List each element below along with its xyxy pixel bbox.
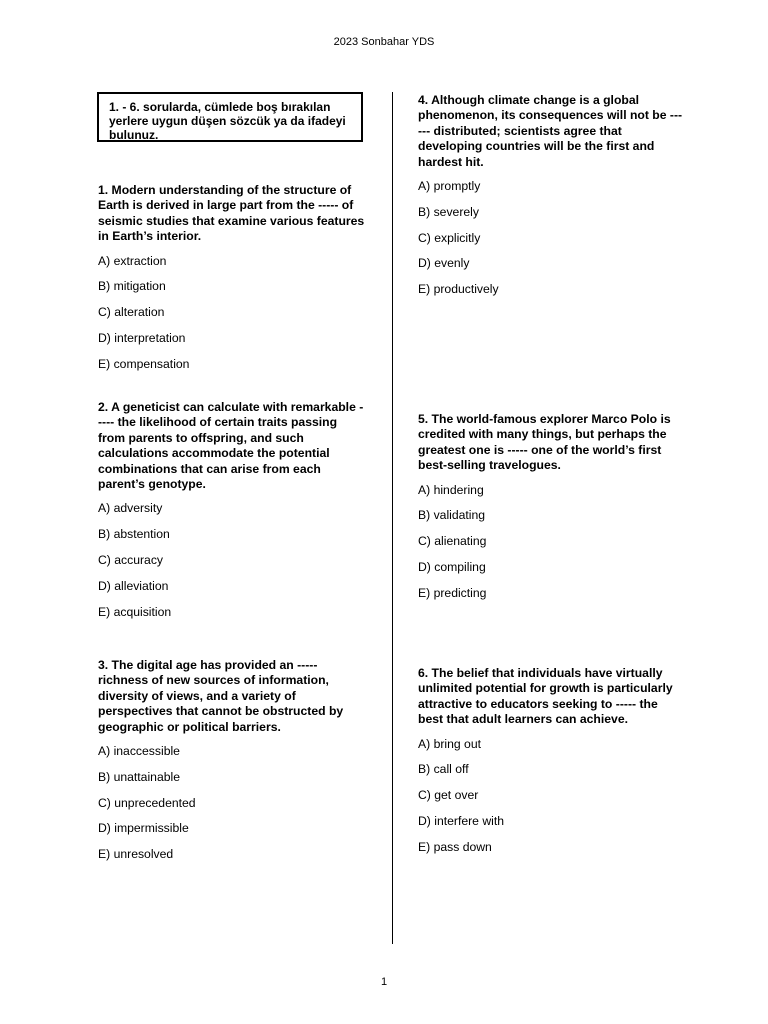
option-d[interactable]: D) impermissible: [98, 821, 189, 836]
option-e[interactable]: E) acquisition: [98, 604, 172, 619]
option-d[interactable]: D) interfere with: [418, 814, 505, 829]
question-stem: 2. A geneticist can calculate with remarkable ----- the likelihood of certain traits passing from parents to offspring, and such calculations accommodate the potential combinations that can arise from each parent’s genotype.: [98, 400, 364, 492]
question-3: [98, 658, 366, 873]
option-a[interactable]: A) adversity: [98, 501, 163, 516]
option-b[interactable]: B) mitigation: [98, 279, 166, 294]
option-d[interactable]: D) compiling: [418, 560, 486, 575]
option-c[interactable]: C) alienating: [418, 534, 487, 549]
option-c[interactable]: C) get over: [418, 788, 479, 803]
option-e[interactable]: E) compensation: [98, 356, 190, 371]
option-d[interactable]: D) evenly: [418, 256, 470, 271]
question-stem: 5. The world-famous explorer Marco Polo is credited with many things, but perhaps the greatest one is ----- one of the world’s first best-selling travelogues.: [418, 412, 671, 473]
option-e[interactable]: E) productively: [418, 282, 499, 297]
question-5: [418, 412, 686, 612]
option-c[interactable]: C) accuracy: [98, 553, 164, 568]
question-stem: 4. Although climate change is a global phenomenon, its consequences will not be ------ distributed; scientists agree that developing countries will be the first and hardest hit.: [418, 93, 683, 169]
column-divider: [392, 92, 393, 944]
option-d[interactable]: D) alleviation: [98, 578, 169, 593]
question-1: [98, 183, 366, 383]
option-e[interactable]: E) unresolved: [98, 847, 174, 862]
option-a[interactable]: A) extraction: [98, 253, 167, 268]
option-e[interactable]: E) predicting: [418, 585, 487, 600]
question-6: [418, 666, 686, 866]
option-c[interactable]: C) unprecedented: [98, 795, 196, 810]
option-b[interactable]: B) abstention: [98, 527, 170, 542]
option-a[interactable]: A) bring out: [418, 736, 482, 751]
option-e[interactable]: E) pass down: [418, 839, 492, 854]
question-stem: 6. The belief that individuals have virtually unlimited potential for growth is particularly attractive to educators seeking to ----- the best that adult learners can achieve.: [418, 666, 673, 727]
page-number: 1: [380, 976, 388, 988]
page-header: 2023 Sonbahar YDS: [333, 36, 435, 48]
option-b[interactable]: B) call off: [418, 762, 469, 777]
question-stem: 1. Modern understanding of the structure of Earth is derived in large part from the ----- of seismic studies that examine various features in Earth’s interior.: [98, 183, 365, 244]
option-b[interactable]: B) severely: [418, 204, 479, 219]
question-stem: 3. The digital age has provided an ----- richness of new sources of information, diversity of views, and a variety of perspectives that cannot be obstructed by geographic or political barriers.: [98, 658, 344, 734]
option-d[interactable]: D) interpretation: [98, 331, 186, 346]
option-a[interactable]: A) hindering: [418, 482, 484, 497]
option-a[interactable]: A) inaccessible: [98, 744, 180, 759]
option-b[interactable]: B) validating: [418, 508, 486, 523]
question-2: [98, 400, 366, 630]
option-b[interactable]: B) unattainable: [98, 769, 180, 784]
question-4: [418, 93, 686, 308]
option-a[interactable]: A) promptly: [418, 179, 481, 194]
option-c[interactable]: C) alteration: [98, 305, 165, 320]
instructions-box: 1. - 6. sorularda, cümlede boş bırakılan yerlere uygun düşen sözcük ya da ifadeyi bulunuz.: [97, 92, 363, 142]
option-c[interactable]: C) explicitly: [418, 230, 481, 245]
